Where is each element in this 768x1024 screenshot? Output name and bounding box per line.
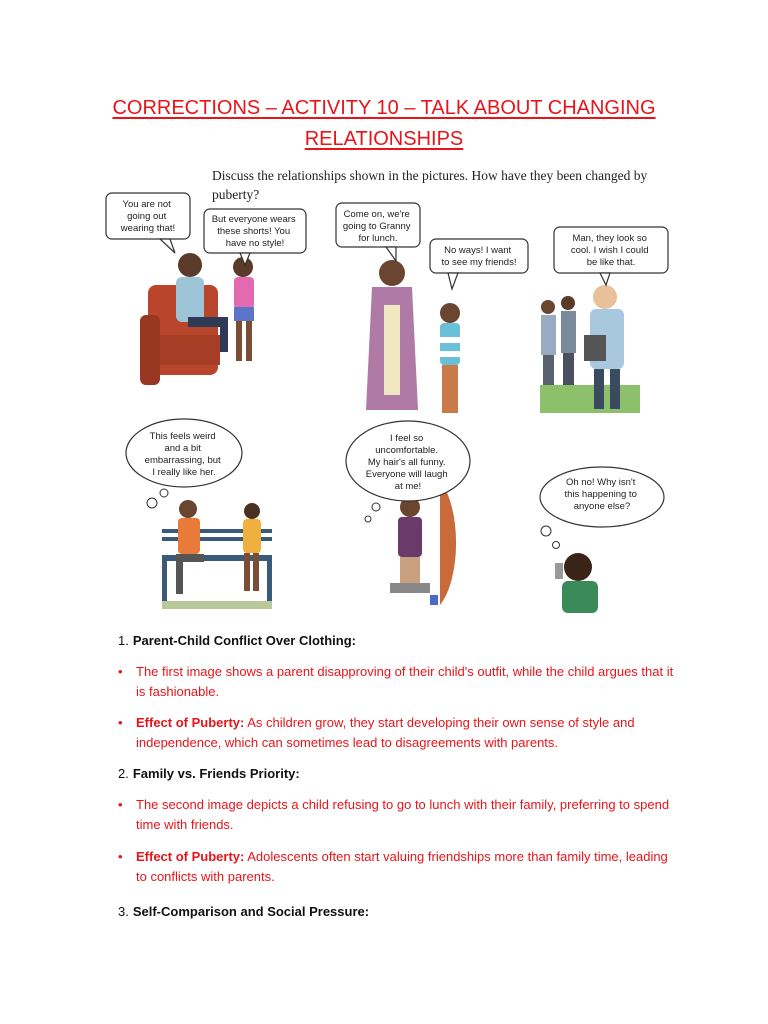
item-2-bullet-2 xyxy=(118,847,676,887)
bubble-7-line-4: Everyone will laugh xyxy=(365,469,448,480)
speech-bubble-5 xyxy=(554,227,668,285)
svg-text:This feels weird and a b xyxy=(145,431,224,478)
bubble-7-line-3: My hair's all funny. xyxy=(367,457,446,468)
bubble-7-line-2: uncomfortable. xyxy=(375,445,439,456)
item-1-bullet-1 xyxy=(118,662,676,702)
bubble-2-line-2: these shorts! You xyxy=(217,226,291,237)
bubble-6-line-2: and a bit xyxy=(164,443,201,454)
scene-bench-couple xyxy=(162,500,272,609)
bubble-1-line-3: wearing that! xyxy=(120,223,176,234)
scene-parent-child xyxy=(140,253,254,385)
scene-phone-boy xyxy=(555,553,598,613)
item-2-bullet-2-text: Adolescents often start valuing friendships more than family time, leading to conflicts with parents. xyxy=(136,849,668,884)
bubble-6-line-3: embarrassing, but xyxy=(144,455,221,466)
item-2-bullet-1-text: The second image depicts a child refusing to go to lunch with their family, preferring to spend time with friends. xyxy=(136,797,670,832)
bubble-3-line-3: for lunch. xyxy=(358,233,398,244)
scene-self-comparison xyxy=(540,285,640,413)
scene-family-friends xyxy=(366,260,460,413)
bubble-2-line-1: But everyone wears xyxy=(211,214,296,225)
speech-bubble-3 xyxy=(336,203,420,261)
svg-text:You are not going out xyxy=(120,199,175,234)
bubble-6-line-4: I really like her. xyxy=(152,467,216,478)
bubble-5-line-1: Man, they look so xyxy=(572,233,647,244)
item-2-bullet-2-label: Effect of Puberty: xyxy=(136,849,245,864)
svg-text:Oh no! Why isn't this ha xyxy=(564,477,639,512)
item-3-title: Self-Comparison and Social Pressure: xyxy=(132,904,370,919)
bubble-7-line-5: at me! xyxy=(394,481,422,492)
bubble-6-line-1: This feels weird xyxy=(149,431,216,442)
bubble-7-line-1: I feel so xyxy=(390,433,424,444)
bubble-1-line-1: You are not xyxy=(122,199,171,210)
bubble-5-line-3: be like that. xyxy=(586,257,636,268)
item-1-bullet-2-label: Effect of Puberty: xyxy=(136,715,245,730)
svg-text:No ways! I want to see m xyxy=(442,245,517,268)
bubble-8-line-3: anyone else? xyxy=(573,501,631,512)
bubble-8-line-1: Oh no! Why isn't xyxy=(565,477,636,488)
item-1-heading xyxy=(118,633,356,648)
page-title xyxy=(60,93,708,155)
item-1-bullet-2-text: As children grow, they start developing their own sense of style and independence, which can sometimes lead to disagreements with parents. xyxy=(136,715,635,750)
item-2-title: Family vs. Friends Priority: xyxy=(132,766,300,781)
bubble-4-line-2: to see my friends! xyxy=(441,257,517,268)
title-line-2: RELATIONSHIPS xyxy=(304,128,464,150)
thought-bubble-8 xyxy=(540,467,664,549)
item-2-number: 2. xyxy=(118,766,129,781)
bubble-3-line-2: going to Granny xyxy=(342,221,411,232)
item-2-heading xyxy=(118,766,300,781)
item-2-bullet-1 xyxy=(118,795,676,835)
bubble-4-line-1: No ways! I want xyxy=(444,245,512,256)
bubble-2-line-3: have no style! xyxy=(225,238,285,249)
bubble-5-line-2: cool. I wish I could xyxy=(570,245,649,256)
item-1-number: 1. xyxy=(118,633,129,648)
item-1-title: Parent-Child Conflict Over Clothing: xyxy=(132,633,357,648)
title-line-1: CORRECTIONS – ACTIVITY 10 – TALK ABOUT CHANGING xyxy=(112,97,656,119)
speech-bubble-4 xyxy=(430,239,528,289)
thought-bubble-6 xyxy=(126,419,242,508)
activity-prompt: Discuss the relationships shown in the pictures. How have they been changed by puberty? xyxy=(212,168,648,202)
bubble-8-line-2: this happening to xyxy=(564,489,637,500)
item-1-bullet-2 xyxy=(118,713,676,753)
bubble-1-line-2: going out xyxy=(127,211,167,222)
item-3-heading xyxy=(118,904,369,919)
speech-bubble-2 xyxy=(204,209,306,265)
bubble-3-line-1: Come on, we're xyxy=(343,209,410,220)
speech-bubble-1 xyxy=(106,193,190,253)
item-1-bullet-1-text: The first image shows a parent disapproving of their child's outfit, while the child argues that it is fashionable. xyxy=(136,664,674,699)
item-3-number: 3. xyxy=(118,904,129,919)
puberty-illustration xyxy=(100,185,680,625)
